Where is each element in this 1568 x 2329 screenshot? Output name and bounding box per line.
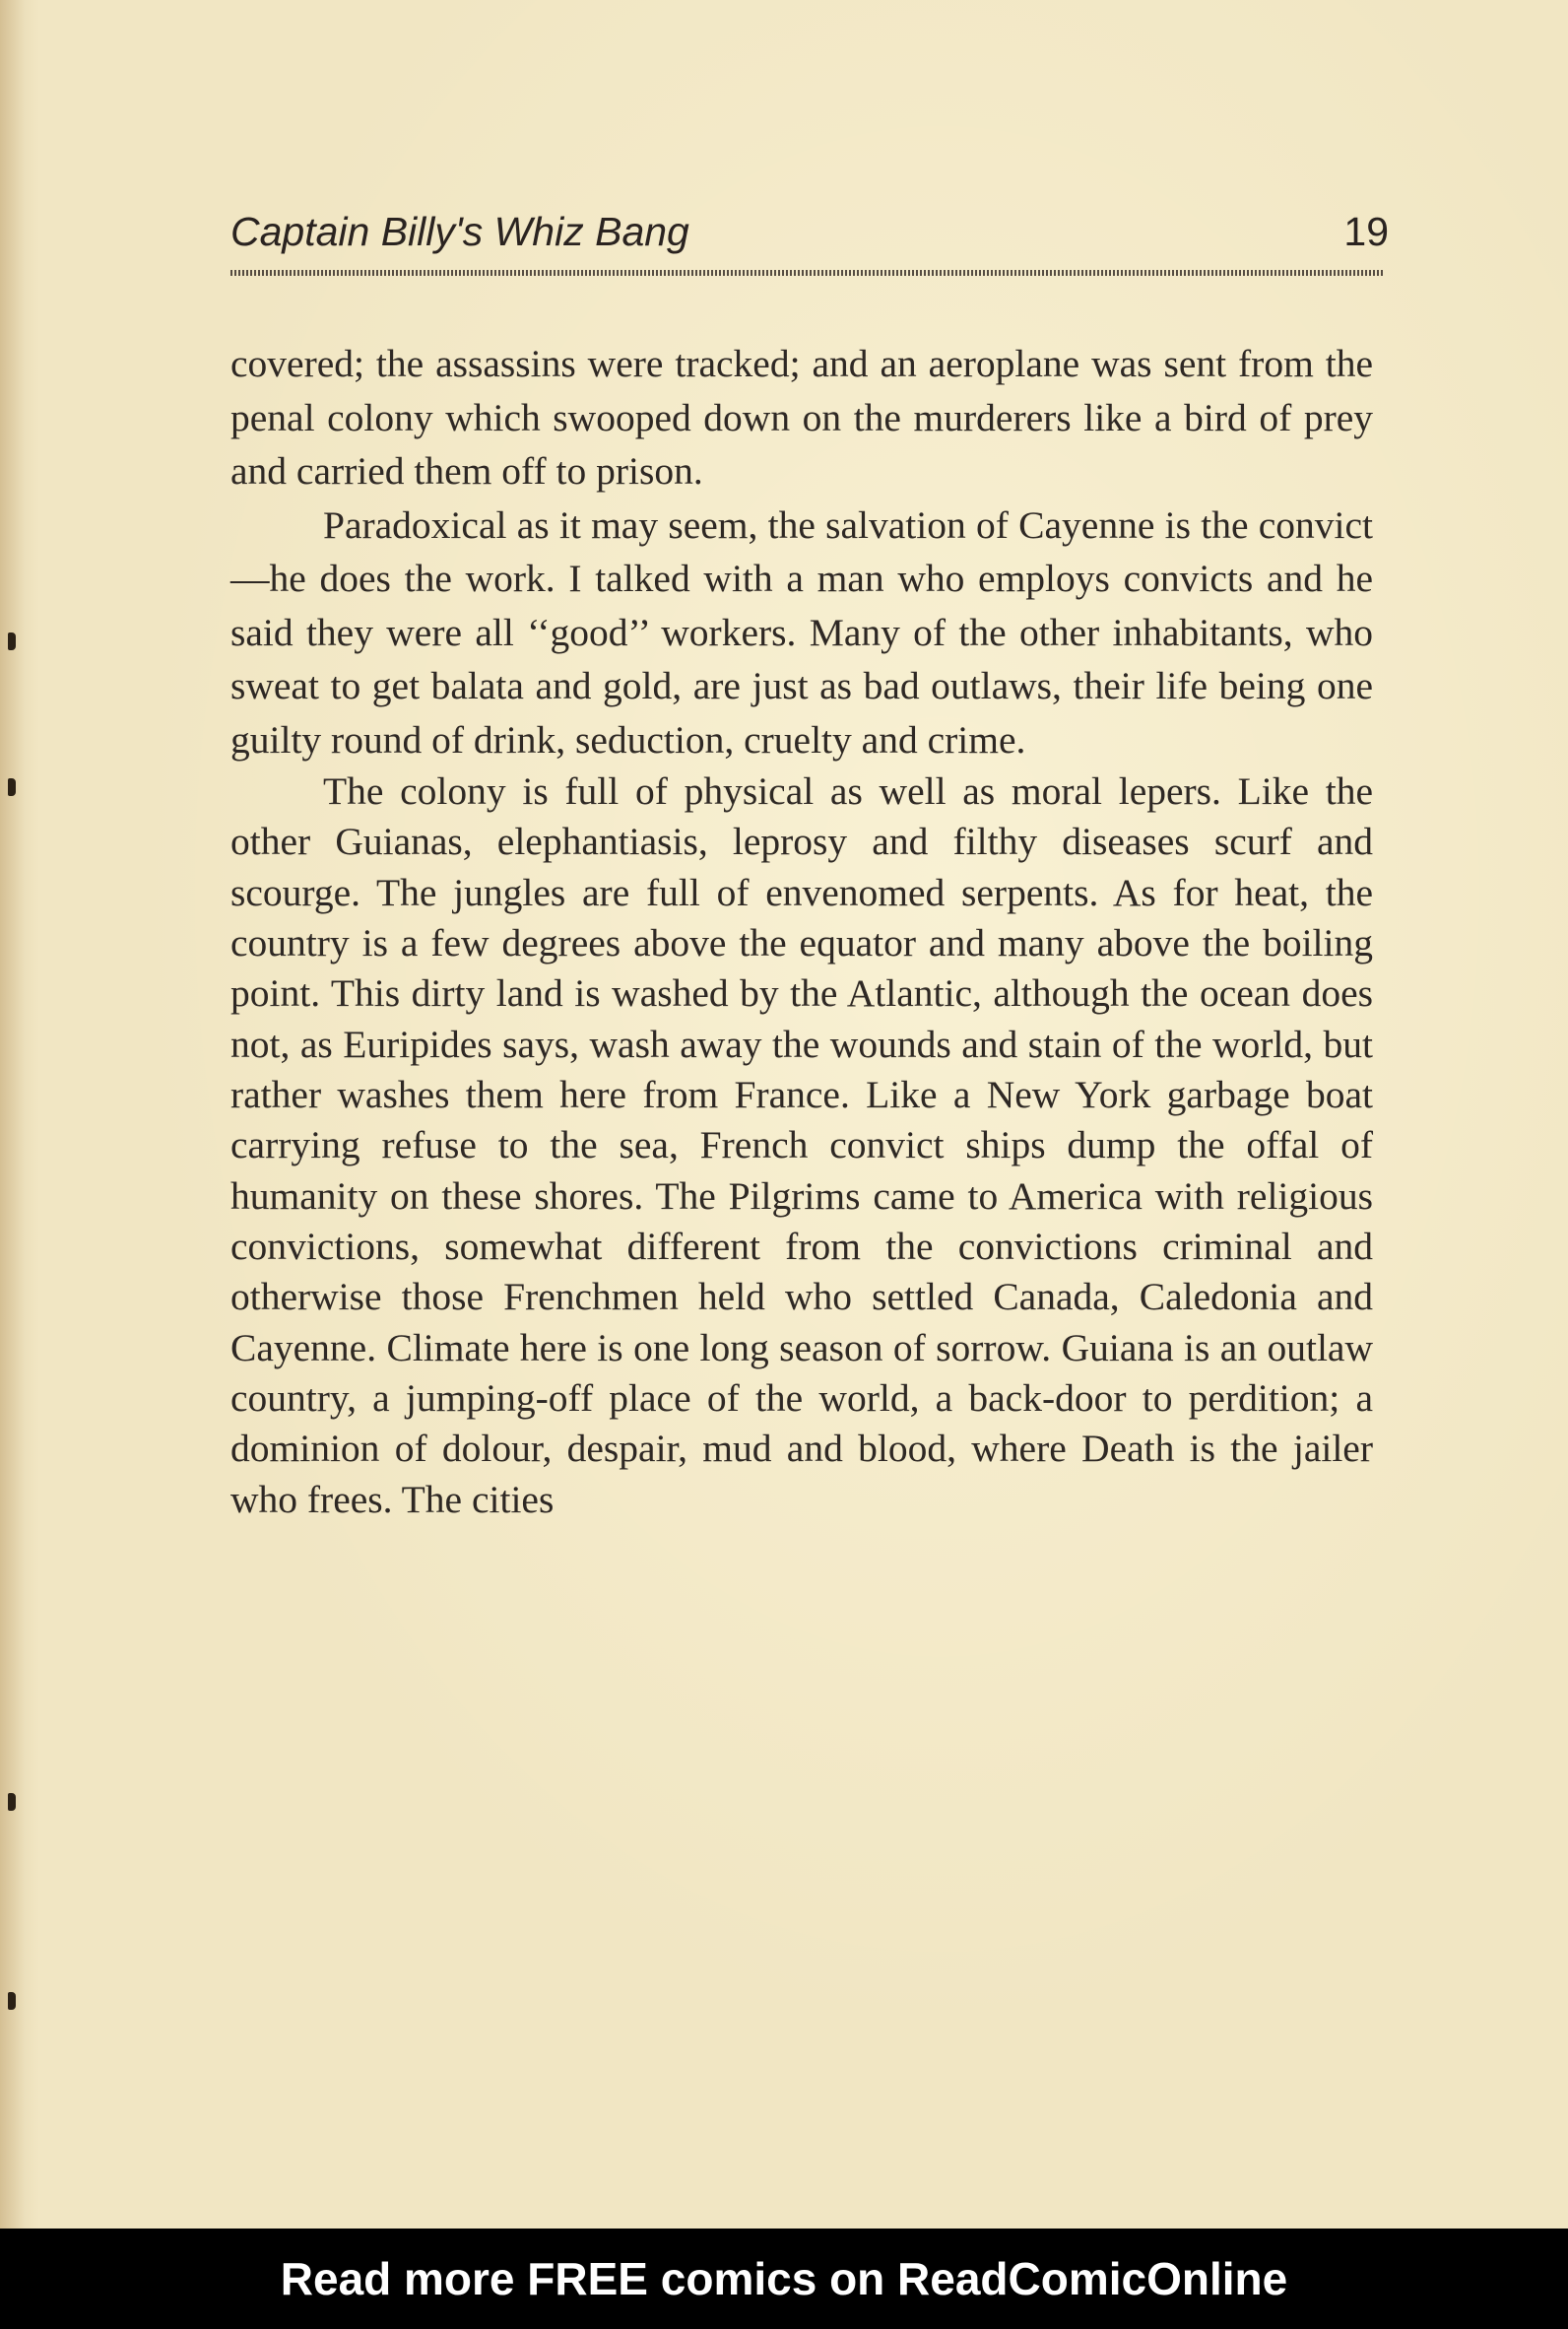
paragraph: The colony is full of physical as well as moral lepers. Like the other Guianas, elephantiasis, leprosy and filthy diseases scurf and scourge. The jungles are full of envenomed serpents. As for heat, the country is a few degrees above the equator and many above the boiling point. This dirty land is washed by the Atlantic, although the ocean does not, as Euripides says, wash away the wounds and stain of the world, but rather washes them here from France. Like a New York garbage boat carrying refuse to the sea, French convict ships dump the offal of humanity on these shores. The Pilgrims came to America with religious convictions, somewhat different from the convictions criminal and otherwise those Frenchmen held who settled Canada, Caledonia and Cayenne. Climate here is one long season of sorrow. Guiana is an outlaw country, a jumping-off place of the world, a back-door to perdition; a dominion of dolour, despair, mud and blood, where Death is the jailer who frees. The cities [230,769,1373,1521]
binding-mark [8,1992,16,2010]
body-text [230,337,1373,1525]
binding-mark [8,1793,16,1811]
binding-mark [8,632,16,650]
paragraph: covered; the assassins were tracked; and an aeroplane was sent from the penal colony which swooped down on the murderers like a bird of prey and carried them off to prison. [230,342,1373,493]
paragraph: Paradoxical as it may seem, the salvation of Cayenne is the convict—he does the work. I talked with a man who employs convicts and he said they were all ‘‘good’’ workers. Many of the other inhabitants, who sweat to get balata and gold, are just as bad outlaws, their life being one guilty round of drink, seduction, cruelty and crime. [230,502,1373,762]
page-number: 19 [1343,209,1389,254]
header-rule [230,270,1383,276]
running-title: Captain Billy's Whiz Bang [230,209,689,254]
binding-mark [8,778,16,796]
promo-banner[interactable]: Read more FREE comics on ReadComicOnline [0,2229,1568,2329]
running-header [230,209,1389,268]
